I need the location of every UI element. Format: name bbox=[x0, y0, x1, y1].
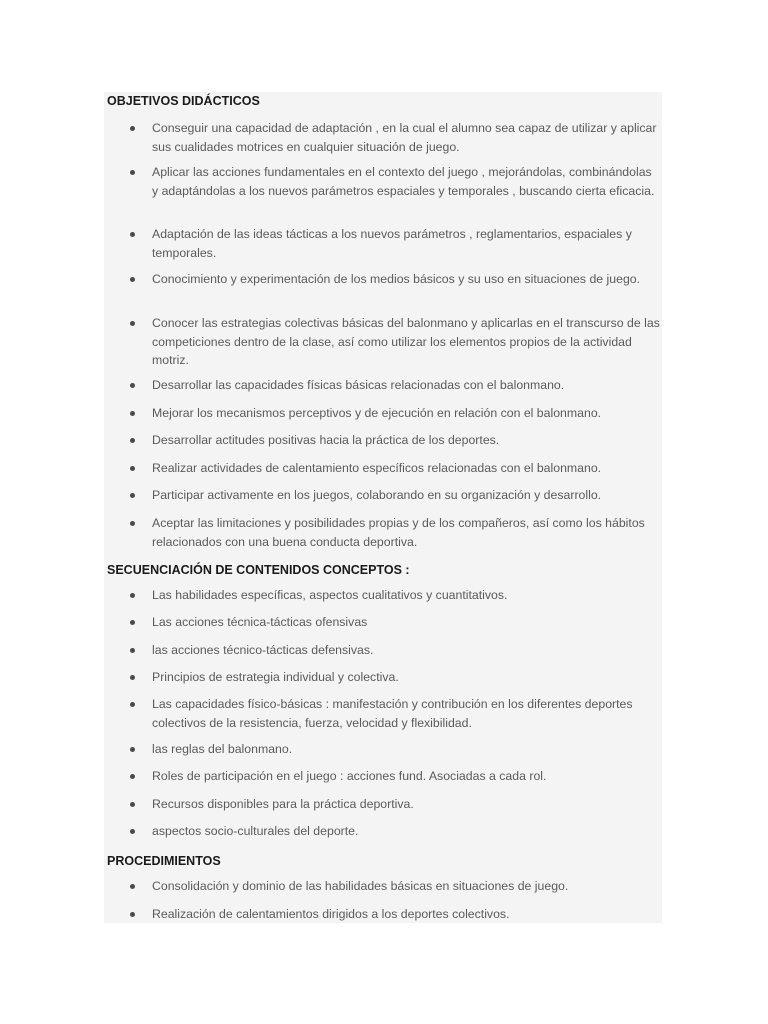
list-item: las reglas del balonmano. bbox=[152, 740, 660, 759]
bullet-icon bbox=[130, 648, 135, 653]
list-item: las acciones técnico-tácticas defensivas. bbox=[152, 641, 660, 660]
bullet-icon bbox=[130, 829, 135, 834]
bullet-icon bbox=[130, 884, 135, 889]
list-item: Aceptar las limitaciones y posibilidades propias y de los compañeros, así como los hábitos relacionados con una buena conducta deportiva. bbox=[152, 514, 660, 551]
bullet-icon bbox=[130, 170, 135, 175]
section-heading-secuenciacion: SECUENCIACIÓN DE CONTENIDOS CONCEPTOS : bbox=[107, 563, 410, 577]
list-item: Recursos disponibles para la práctica deportiva. bbox=[152, 795, 660, 814]
bullet-icon bbox=[130, 802, 135, 807]
bullet-icon bbox=[130, 747, 135, 752]
bullet-icon bbox=[130, 438, 135, 443]
section-heading-objetivos: OBJETIVOS DIDÁCTICOS bbox=[107, 94, 260, 108]
list-item: Realización de calentamientos dirigidos a los deportes colectivos. bbox=[152, 905, 660, 924]
list-item: Roles de participación en el juego : acciones fund. Asociadas a cada rol. bbox=[152, 767, 660, 786]
bullet-icon bbox=[130, 593, 135, 598]
bullet-icon bbox=[130, 321, 135, 326]
bullet-icon bbox=[130, 675, 135, 680]
bullet-icon bbox=[130, 277, 135, 282]
section-heading-procedimientos: PROCEDIMIENTOS bbox=[107, 854, 221, 868]
bullet-icon bbox=[130, 466, 135, 471]
list-item: aspectos socio-culturales del deporte. bbox=[152, 822, 660, 841]
bullet-icon bbox=[130, 493, 135, 498]
bullet-icon bbox=[130, 774, 135, 779]
list-item: Mejorar los mecanismos perceptivos y de ejecución en relación con el balonmano. bbox=[152, 404, 660, 423]
list-item: Realizar actividades de calentamiento específicos relacionadas con el balonmano. bbox=[152, 459, 660, 478]
bullet-icon bbox=[130, 411, 135, 416]
list-item: Conocimiento y experimentación de los medios básicos y su uso en situaciones de juego. bbox=[152, 270, 660, 289]
list-item: Las habilidades específicas, aspectos cualitativos y cuantitativos. bbox=[152, 586, 660, 605]
bullet-icon bbox=[130, 232, 135, 237]
bullet-icon bbox=[130, 383, 135, 388]
list-item: Conocer las estrategias colectivas básicas del balonmano y aplicarlas en el transcurso de las competiciones dentro de la clase, así como utilizar los elementos propios de la actividad motriz. bbox=[152, 314, 660, 370]
list-item: Desarrollar actitudes positivas hacia la práctica de los deportes. bbox=[152, 431, 660, 450]
list-item: Desarrollar las capacidades físicas básicas relacionadas con el balonmano. bbox=[152, 376, 660, 395]
list-item: Aplicar las acciones fundamentales en el contexto del juego , mejorándolas, combinándolas y adaptándolas a los nuevos parámetros espaciales y temporales , buscando cierta eficacia. bbox=[152, 163, 660, 200]
bullet-icon bbox=[130, 912, 135, 917]
list-item: Principios de estrategia individual y colectiva. bbox=[152, 668, 660, 687]
bullet-icon bbox=[130, 521, 135, 526]
list-item: Conseguir una capacidad de adaptación , en la cual el alumno sea capaz de utilizar y aplicar sus cualidades motrices en cualquier situación de juego. bbox=[152, 119, 660, 156]
bullet-icon bbox=[130, 620, 135, 625]
bullet-icon bbox=[130, 126, 135, 131]
list-item: Adaptación de las ideas tácticas a los nuevos parámetros , reglamentarios, espaciales y temporales. bbox=[152, 225, 660, 262]
list-item: Consolidación y dominio de las habilidades básicas en situaciones de juego. bbox=[152, 877, 660, 896]
bullet-icon bbox=[130, 702, 135, 707]
list-item: Las acciones técnica-tácticas ofensivas bbox=[152, 613, 660, 632]
list-item: Las capacidades físico-básicas : manifestación y contribución en los diferentes deportes colectivos de la resistencia, fuerza, velocidad y flexibilidad. bbox=[152, 695, 660, 732]
list-item: Participar activamente en los juegos, colaborando en su organización y desarrollo. bbox=[152, 486, 660, 505]
